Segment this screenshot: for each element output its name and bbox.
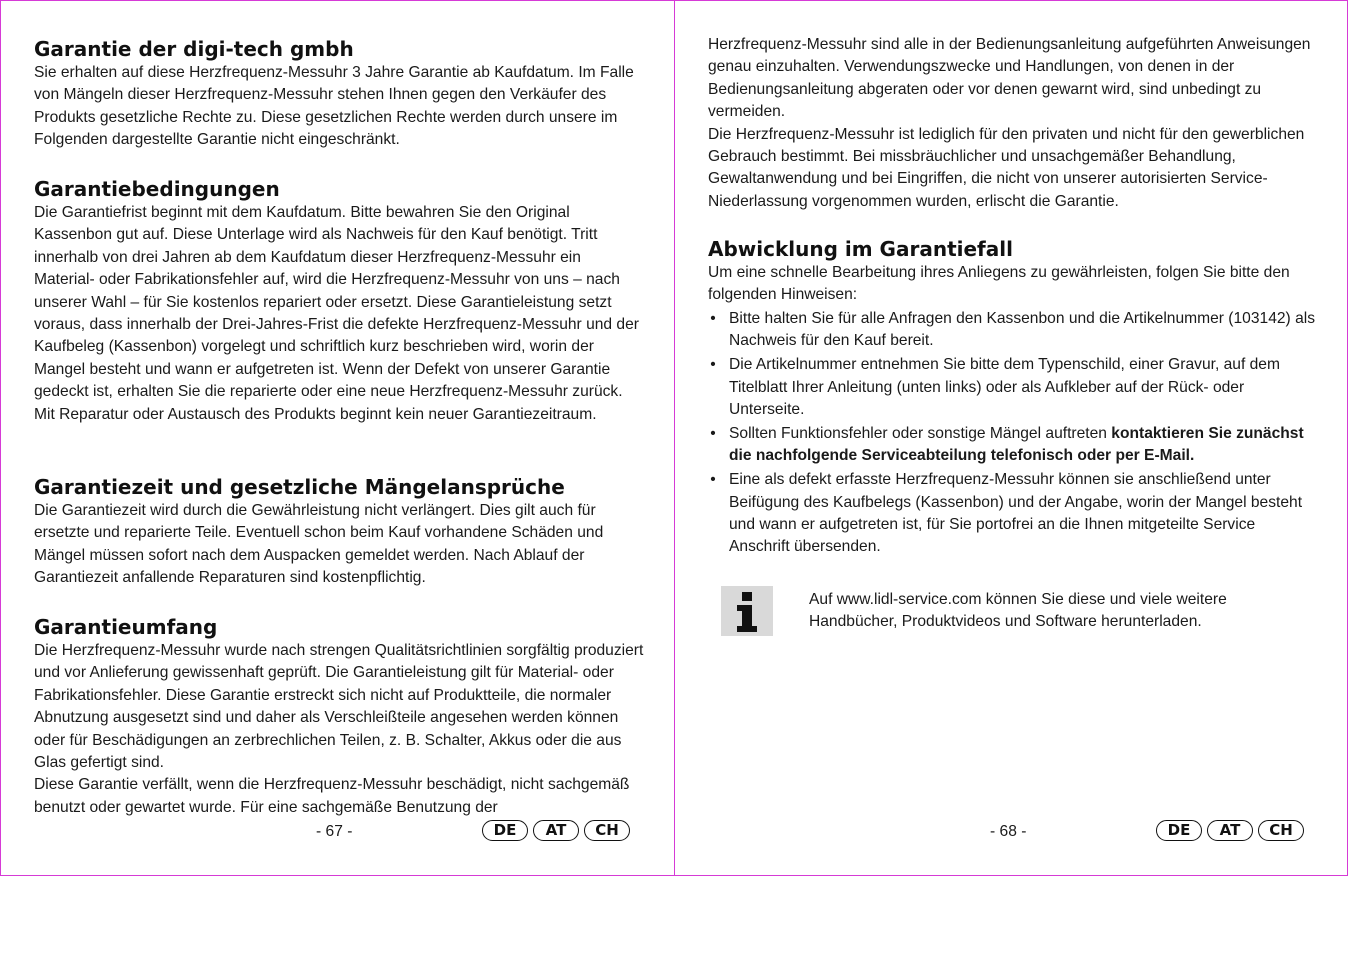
country-badge-ch: CH <box>584 820 630 841</box>
section-heading: Garantiezeit und gesetzliche Mängelansprüche <box>34 475 565 499</box>
instruction-list <box>708 308 1316 559</box>
section-garantiebedingungen <box>34 176 644 426</box>
country-badge-de: DE <box>482 820 528 841</box>
section-body: Die Herzfrequenz-Messuhr wurde nach strengen Qualitätsrichtlinien sorgfältig produziert und vor Anlieferung gewissenhaft geprüft. Die Garantieleistung gilt für Material- oder Fabrikationsfehler. Diese Garantie erstreckt sich nicht auf Produktteile, die normaler Abnutzung ausgesetzt sind und daher als Verschleißteile angesehen werden können oder für Beschädigungen an zerbrechlichen Teilen, z. B. Schalter, Akkus oder die aus Glas gefertigt sind. <box>34 642 644 772</box>
info-icon <box>721 586 773 636</box>
section-garantie-digi-tech <box>34 36 644 152</box>
section-body-continued: Diese Garantie verfällt, wenn die Herzfrequenz-Messuhr beschädigt, nicht sachgemäß benutzt oder gewartet wurde. Für eine sachgemäße Benutzung der <box>34 776 630 816</box>
bullet: • <box>710 309 716 327</box>
section-body: Die Garantiezeit wird durch die Gewährleistung nicht verlängert. Dies gilt auch für ersetzte und reparierte Teile. Eventuell schon beim Kauf vorhandene Schäden und Mängel müssen sofort nach dem Auspacken gemeldet werden. Nach Ablauf der Garantiezeit anfallende Reparaturen sind kostenpflichtig. <box>34 502 604 587</box>
continuation-paragraph: Herzfrequenz-Messuhr sind alle in der Bedienungsanleitung aufgeführten Anweisungen genau einzuhalten. Verwendungszwecke und Handlungen, von denen in der Bedienungsanleitung abgeraten oder vor denen gewarnt wird, sind unbedingt zu vermeiden. <box>708 36 1311 121</box>
continuation-paragraph: Die Herzfrequenz-Messuhr ist lediglich für den privaten und nicht für den gewerblichen Gebrauch bestimmt. Bei missbräuchlicher und unsachgemäßer Behandlung, Gewaltanwendung und bei Eingriffen, die nicht von unserer autorisierten Service-Niederlassung vorgenommen wurden, erlischt die Garantie. <box>708 125 1305 210</box>
section-heading: Garantiebedingungen <box>34 177 280 201</box>
country-badge-at: AT <box>533 820 579 841</box>
list-item: • Die Artikelnummer entnehmen Sie bitte dem Typenschild, einer Gravur, auf dem Titelblatt Ihrer Anleitung (unten links) oder als Aufkleber auf der Rück- oder Unterseite. <box>708 354 1316 421</box>
section-garantieumfang <box>34 614 644 819</box>
list-item: • Eine als defekt erfasste Herzfrequenz-Messuhr können sie anschließend unter Beifügung des Kaufbelegs (Kassenbon) und der Angabe, worin der Mangel besteht und wann er aufgetreten ist, für Sie portofrei an die Ihnen mitgeteilte Service Anschrift übersenden. <box>708 469 1316 559</box>
warranty-continuation <box>708 34 1316 213</box>
country-badges <box>1156 820 1304 841</box>
section-heading: Abwicklung im Garantiefall <box>708 237 1013 261</box>
section-intro: Um eine schnelle Bearbeitung ihres Anliegens zu gewährleisten, folgen Sie bitte den folgenden Hinweisen: <box>708 264 1290 304</box>
section-body: Sie erhalten auf diese Herzfrequenz-Messuhr 3 Jahre Garantie ab Kaufdatum. Im Falle von Mängeln dieser Herzfrequenz-Messuhr stehen Ihnen gegen den Verkäufer des Produkts gesetzliche Rechte zu. Diese gesetzlichen Rechte werden durch unsere im Folgenden dargestellte Garantie nicht eingeschränkt. <box>34 64 634 149</box>
section-garantiezeit <box>34 474 644 590</box>
bullet: • <box>710 471 716 489</box>
bullet: • <box>710 424 716 442</box>
section-abwicklung <box>708 236 1316 560</box>
country-badge-at: AT <box>1207 820 1253 841</box>
country-badge-de: DE <box>1156 820 1202 841</box>
section-heading: Garantie der digi-tech gmbh <box>34 37 354 61</box>
section-heading: Garantieumfang <box>34 615 218 639</box>
info-note <box>809 589 1309 634</box>
page-68 <box>708 0 1316 876</box>
country-badge-ch: CH <box>1258 820 1304 841</box>
info-text: Auf www.lidl-service.com können Sie diese und viele weitere Handbücher, Produktvideos und Software herunterladen. <box>809 591 1227 631</box>
list-item: • Sollten Funktionsfehler oder sonstige Mängel auftreten kontaktieren Sie zunächst die nachfolgende Serviceabteilung telefonisch oder per E-Mail. <box>708 423 1316 468</box>
page-number: - 68 - <box>990 823 1027 840</box>
bold-contact-text: kontaktieren Sie zunächst die nachfolgende Serviceabteilung telefonisch oder per E-Mail. <box>729 424 1304 465</box>
list-item: • Bitte halten Sie für alle Anfragen den Kassenbon und die Artikelnummer (103142) als Nachweis für den Kauf bereit. <box>708 308 1316 353</box>
page-67 <box>34 0 644 876</box>
page-number: - 67 - <box>316 823 353 840</box>
section-body: Die Garantiefrist beginnt mit dem Kaufdatum. Bitte bewahren Sie den Original Kassenbon gut auf. Diese Unterlage wird als Nachweis für den Kauf benötigt. Tritt innerhalb von drei Jahren ab dem Kaufdatum dieser Herzfrequenz-Messuhr ein Material- oder Fabrikationsfehler auf, wird die Herzfrequenz-Messuhr von uns – nach unserer Wahl – für Sie kostenlos repariert oder ersetzt. Diese Garantieleistung setzt voraus, dass innerhalb der Drei-Jahres-Frist die defekte Herzfrequenz-Messuhr und der Kaufbeleg (Kassenbon) vorgelegt und schriftlich kurz beschrieben wird, worin der Mangel besteht und wann er aufgetreten ist. Wenn der Defekt von unserer Garantie gedeckt ist, erhalten Sie die reparierte oder eine neue Herzfrequenz-Messuhr zurück. Mit Reparatur oder Austausch des Produkts beginnt kein neuer Garantiezeitraum. <box>34 204 639 423</box>
page-divider <box>674 0 675 876</box>
bullet: • <box>710 356 716 374</box>
country-badges <box>482 820 630 841</box>
